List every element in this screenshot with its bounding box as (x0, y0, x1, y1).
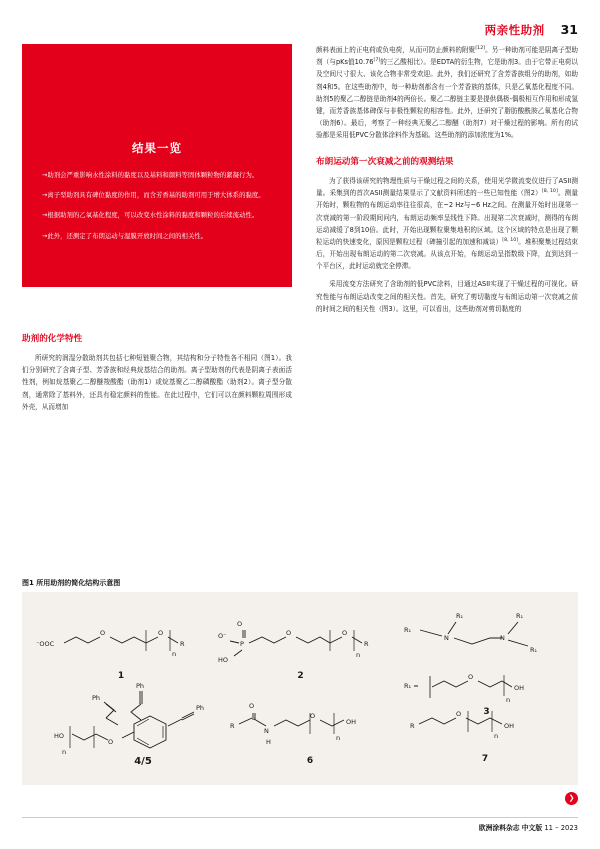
svg-text:N: N (264, 727, 269, 735)
svg-text:O⁻: O⁻ (218, 632, 227, 640)
footer-edition: 中文版 (521, 824, 543, 832)
structure-number: 4/5 (134, 756, 152, 767)
paragraph: 采用流变方法研究了含助剂的低PVC涂料，目通过ASII实现了干燥过程的可视化。研究性能与布朗运动改变之间的相关性。首先，研究了剪切黏度与布朗运动第一次衰减之前的时间之间的相关性（图3）。这里，可以看出，这些助剂对剪切黏度的 (316, 280, 578, 313)
svg-text:O: O (342, 629, 348, 637)
structure-number: 1 (117, 671, 125, 681)
section-heading-chemistry: 助剂的化学特性 (22, 334, 83, 344)
svg-text:O: O (456, 710, 462, 718)
svg-text:Ph: Ph (136, 682, 145, 690)
summary-box (22, 44, 292, 287)
svg-text:O: O (468, 673, 474, 681)
structure-1 (36, 618, 206, 681)
summary-item: →离子型助剂具有碑位黏度的作用，而含芳香基的助剂可用于增大体系的黏度。 (42, 191, 265, 200)
left-column (22, 44, 292, 419)
page-title: 两亲性助剂 (484, 23, 545, 37)
svg-text:n: n (62, 748, 67, 756)
svg-text:R₁: R₁ (516, 612, 524, 620)
svg-text:R: R (230, 722, 235, 730)
svg-text:n: n (356, 651, 361, 659)
structure-2 (218, 612, 383, 681)
footer-divider (22, 817, 578, 818)
svg-text:R₁ =: R₁ = (404, 682, 419, 690)
svg-text:Ph: Ph (92, 694, 101, 702)
svg-text:OH: OH (346, 718, 357, 726)
svg-text:Ph: Ph (196, 704, 205, 712)
paragraph: 为了获得该研究的物理性质与干燥过程之间的关系，使用光学微流变仪进行了ASII测量。采集到的首次ASII测量结果显示了文献资料所述的一些已知性能（图2）[8, 10]。测量开始时，颗粒物的布朗运动率往往很高，在~2 Hz与~6 Hz之间。在测量开始时出现第一次衰减的第一阶段期间问内，布朗运动频率呈线性下降。出现第二次衰减时，测得的布朗运动减缓了8到10倍。此时，开始出现颗粒聚集地积的区域。这个区域的特点是出现了颗粒运动的快速变化，原因是颗粒过程（碑撞引起的加速和减谈）[8, 10]。堆积聚集过程结束后，开始出现布朗运动的第二次衰减。从该点开始，布朗运动呈指数级下降，直到达到一个平台区，此时运动就完全停滞。 (316, 176, 579, 271)
page-header (485, 22, 578, 38)
svg-text:R: R (410, 722, 415, 730)
footer (479, 822, 578, 832)
next-page-arrow-icon[interactable]: ❯ (565, 792, 578, 805)
summary-list (42, 170, 272, 242)
summary-item: →助剂会严重影响水性涂料的黏度以及基料和颜料等固体颗粒物的絮凝行为。 (42, 171, 259, 179)
footer-issue: 11 – 2023 (544, 824, 578, 832)
structure-number: 2 (297, 671, 304, 681)
left-body (22, 333, 292, 413)
svg-text:HO: HO (54, 732, 65, 740)
svg-text:R: R (180, 640, 185, 648)
structure-4-5 (48, 678, 238, 767)
svg-text:n: n (494, 732, 499, 740)
footer-journal: 欧洲涂料杂志 (478, 824, 520, 832)
page-number: 31 (560, 22, 578, 37)
structure-6 (230, 696, 390, 766)
svg-text:O: O (100, 629, 106, 637)
figure-structures (22, 592, 578, 785)
structure-7 (410, 702, 560, 764)
svg-text:⁻OOC: ⁻OOC (36, 640, 55, 648)
structure-number: 7 (481, 754, 489, 764)
structure-number: 3 (483, 707, 490, 717)
svg-text:n: n (506, 696, 511, 704)
svg-text:n: n (172, 650, 177, 658)
summary-item: →此外，还测定了布朗运动与湿膜开放时间之间的相关性。 (42, 231, 208, 240)
svg-text:P: P (240, 640, 244, 648)
summary-title: 结果一览 (132, 141, 182, 155)
svg-text:R₁: R₁ (530, 646, 538, 654)
svg-text:R₁: R₁ (456, 612, 464, 620)
svg-text:R: R (364, 640, 369, 648)
paragraph: 所研究的润湿分散助剂共包括七种短链聚合物，其结构和分子特性各不相同（图1）。我们分别研究了含离子型、芳香族和经典烷基结合的助剂。离子型助剂的代表是阴离子表面活性剂，例如烷基聚乙二醇醚羧酸酯（助剂1）或烷基聚乙二醇磷酸酯（助剂2）。离子型分散剂，通常除了基料外，还具有稳定颜料的性能。在此过程中，它们可以在颜料颗粒周围形成外壳，从而增加 (22, 354, 292, 411)
structure-3 (404, 606, 569, 717)
svg-text:H: H (266, 738, 271, 746)
paragraph: 颜料表面上的正电荷或负电荷，从而可防止颜料的附聚[12]。另一种助剂可能是阴离子型助剂（与pKs值10.76[7]的三乙酸相比）。是EDTA的衍生物，它是助剂3。由于它带正电荷以及空间尺寸很大、该化合物非常受欢迎。此外，我们还研究了含芳香族组分的助剂，如助剂4和5。在这些助剂中，每一种助剂都含有一个芳香族的基体，只是乙氧基化程度不同。助剂5的聚乙二醇链是助剂4的两倍长。聚乙二醇链主要是提供偶极-偶极相互作用和形成氢键，而芳香族基体碑保与非极性颗粒的相容性。此外，还研究了脂肪酸酰胺乙氧基化合物（助剂6）。最后，考察了一种经典无聚乙二醇醚（助剂7）对干燥过程的影响。所有的试验都是采用低PVC分散体涂料作为基础。这些助剂的添加浓度为1%。 (316, 45, 579, 140)
svg-text:O: O (249, 702, 255, 710)
svg-text:N: N (500, 634, 505, 642)
section-heading-brownian: 布朗运动第一次衰减之前的观测结果 (316, 156, 454, 167)
svg-text:O: O (108, 738, 114, 746)
summary-item: →根据助剂的乙氧基化程度，可以改变水性涂料的黏度和颗粒的后续流动性。 (42, 211, 259, 220)
svg-text:HO: HO (218, 656, 229, 664)
svg-text:O: O (286, 629, 292, 637)
structure-number: 6 (306, 756, 314, 766)
svg-text:O: O (158, 629, 164, 637)
svg-text:OH: OH (514, 684, 525, 692)
right-column (316, 44, 578, 321)
svg-text:O: O (237, 620, 243, 628)
svg-text:O: O (310, 712, 316, 720)
figure-caption: 图1 所用助剂的简化结构示意图 (22, 579, 121, 587)
svg-text:R₁: R₁ (404, 626, 412, 634)
svg-text:N: N (444, 634, 449, 642)
svg-text:n: n (336, 734, 341, 742)
svg-text:OH: OH (504, 722, 515, 730)
